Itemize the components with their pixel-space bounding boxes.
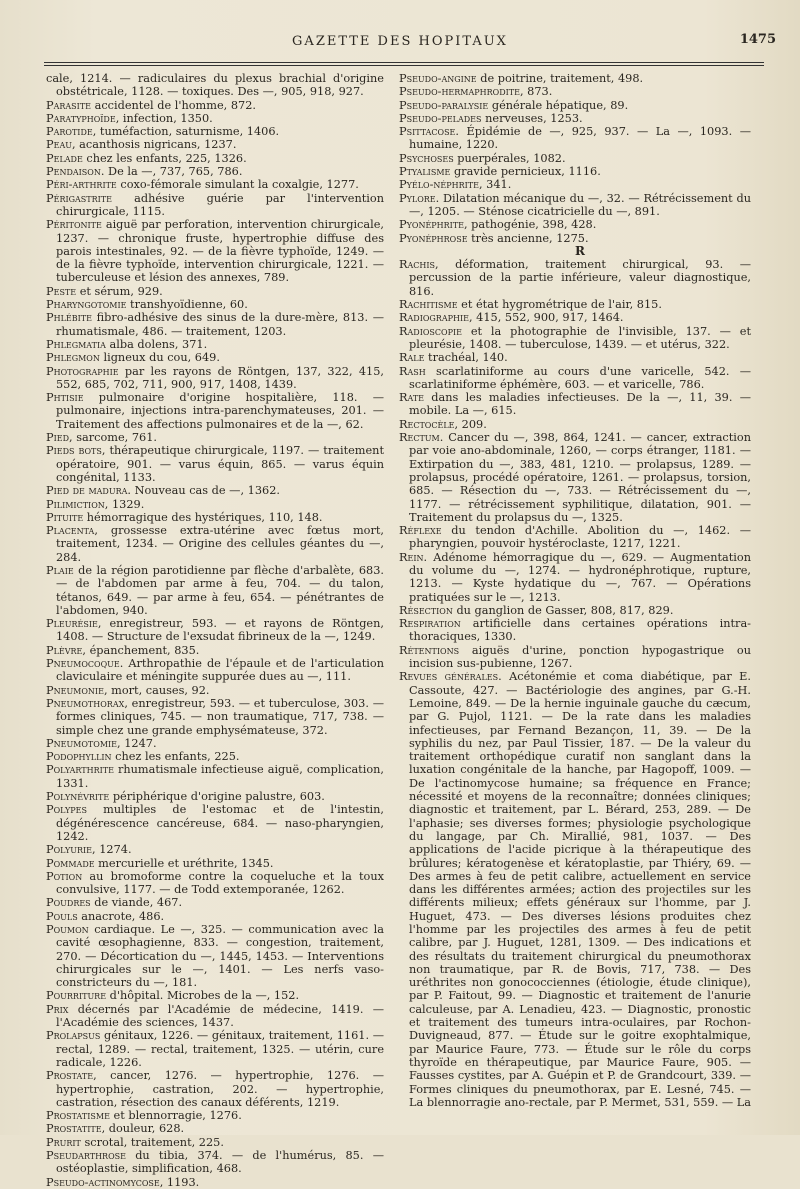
entry-text: , 209. — [454, 417, 487, 431]
index-entry — [46, 1029, 384, 1069]
entry-text: ligneux du cou, 649. — [103, 351, 220, 365]
entry-heading: Rate — [399, 391, 425, 405]
index-entry — [46, 365, 384, 392]
entry-text: . Épidémie de —, 925, 937. — La —, 1093. — humaine, 1220. — [409, 125, 751, 152]
entry-text: de la région parotidienne par flèche d'arbalète, 683. — de l'abdomen par arme à feu, 704. — du talon, tétanos, 649. — par arme à feu, 654. — pénétrantes de l'abdomen, 940. — [56, 563, 384, 617]
index-entry — [46, 72, 384, 99]
entry-text: adhésive guérie par l'intervention chirurgicale, 1115. — [56, 191, 384, 218]
entry-heading: Rale — [399, 351, 425, 365]
entry-text: multiples de l'estomac et de l'intestin, dégénérescence cancéreuse, 684. — naso-pharyngien, 1242. — [56, 803, 384, 843]
index-entry — [399, 644, 751, 671]
index-entry — [46, 923, 384, 989]
entry-heading: Pyélo-néphrite — [399, 178, 479, 192]
entry-text: du tendon d'Achille. Abolition du —, 1462. — pharyngien, pouvoir hystéroclaste, 1217, 1221. — [409, 524, 751, 551]
entry-text: anacrote, 486. — [81, 909, 165, 923]
entry-heading: Rectocèle — [399, 417, 455, 431]
index-entry — [46, 857, 384, 870]
entry-text: chez les enfants, 225, 1326. — [86, 151, 247, 165]
index-entry — [46, 1122, 384, 1135]
entry-text: génitaux, 1226. — génitaux, traitement, 1161. — rectal, 1289. — rectal, traitement, 1325. — utérin, cure radicale, 1226. — [56, 1029, 385, 1069]
right-column — [399, 72, 751, 1109]
left-column — [46, 72, 384, 1189]
entry-text: de poitrine, traitement, 498. — [480, 72, 644, 85]
index-entry — [399, 178, 751, 191]
entry-heading: Prostatisme — [46, 1109, 110, 1123]
entry-text: décernés par l'Académie de médecine, 1419. — l'Académie des sciences, 1437. — [56, 1002, 384, 1030]
entry-heading: Pylore — [399, 191, 436, 205]
index-entry — [46, 112, 384, 125]
entry-text: dans les maladies infectieuses. De la —, 11, 39. — mobile. La —, 615. — [409, 391, 751, 418]
entry-heading: Résection — [399, 603, 453, 617]
entry-heading: Pied — [46, 431, 70, 445]
entry-text: , 1247. — [117, 736, 157, 750]
entry-text: très ancienne, 1275. — [471, 231, 589, 245]
section-letter: R — [575, 243, 585, 258]
entry-text: , 1329. — [104, 497, 145, 511]
index-entry — [46, 338, 384, 351]
entry-text: mercurielle et uréthrite, 1345. — [98, 856, 274, 870]
index-entry — [46, 511, 384, 524]
entry-text: et état hygrométrique de l'air, 815. — [461, 298, 662, 312]
entry-heading: Pleurésie — [46, 617, 98, 631]
index-entry — [46, 431, 384, 444]
index-entry — [46, 790, 384, 803]
entry-heading: Pituite — [46, 510, 84, 524]
entry-text: , tuméfaction, saturnisme, 1406. — [92, 125, 280, 139]
entry-text: périphérique d'origine palustre, 603. — [112, 790, 325, 804]
entry-heading: Phlegmatia — [46, 337, 106, 351]
entry-heading: Phlegmon — [46, 351, 100, 365]
index-entry — [46, 311, 384, 338]
header-rule — [44, 62, 764, 63]
entry-heading: Paratyphoïde — [46, 111, 116, 125]
entry-text: artificielle dans certaines opérations intra-thoraciques, 1330. — [409, 617, 751, 644]
index-entry — [46, 285, 384, 298]
entry-heading: Prolapsus — [46, 1029, 101, 1043]
right-column-p-entries — [399, 72, 751, 245]
entry-text: et la photographie de l'invisible, 137. — et pleurésie, 1408. — tuberculose, 1439. — et utérus, 322. — [409, 324, 752, 351]
index-entry — [46, 750, 384, 763]
entry-heading: Polyarthrite — [46, 763, 114, 777]
entry-text: coxo-fémorale simulant la coxalgie, 1277. — [120, 178, 359, 192]
index-entry — [399, 165, 751, 178]
index-entry — [46, 125, 384, 138]
entry-heading: Ptyalisme — [399, 165, 451, 179]
index-entry — [46, 1109, 384, 1122]
entry-heading: Pneumotomie — [46, 736, 118, 750]
entry-heading: Phlébite — [46, 311, 92, 325]
index-entry — [46, 910, 384, 923]
entry-heading: Rétentions — [399, 643, 460, 657]
entry-text: d'hôpital. Microbes de la —, 152. — [109, 989, 300, 1003]
index-entry — [46, 1069, 384, 1109]
entry-heading: Radiographie — [399, 311, 469, 325]
entry-heading: Réflexe — [399, 524, 442, 538]
index-entry — [399, 670, 751, 1109]
entry-text: , 873. — [519, 85, 553, 99]
entry-text: et blennorragie, 1276. — [113, 1109, 242, 1123]
entry-text: aiguë par perforation, intervention chirurgicale, 1237. — chronique fruste, hypertrophie diffuse des parois intestinales, 92. — de la fièvre typhoïde, 1249. — de la fièvre typhoïde, intervention chirurgicale, 1221. — tuberculeuse et lésion des annexes, 789. — [56, 218, 385, 285]
entry-heading: Pseudarthrose — [46, 1149, 126, 1163]
entry-heading: Placenta — [46, 524, 95, 538]
entry-text: du ganglion de Gasser, 808, 817, 829. — [456, 603, 674, 617]
entry-heading: Prostate — [46, 1069, 94, 1083]
entry-heading: Psittacose — [399, 125, 456, 139]
entry-heading: Psychoses — [399, 151, 454, 165]
entry-heading: Plaie — [46, 563, 74, 577]
entry-text: cale, 1214. — radiculaires du plexus brachial d'origine obstétricale, 1128. — toxiques. Des —, 905, 918, 927. — [46, 72, 384, 99]
entry-text: pulmonaire d'origine hospitalière, 118. — pulmonaire, injections intra-parenchymateuses, 201. — Traitement des affections pulmonaires et de la —, 62. — [56, 391, 385, 431]
entry-text: . Dilatation mécanique du —, 32. — Rétrécissement du —, 1205. — Sténose cicatricielle du —, 891. — [409, 191, 751, 218]
entry-heading: Rachitisme — [399, 298, 458, 312]
index-entry — [46, 657, 384, 684]
index-entry — [46, 391, 384, 431]
index-entry — [46, 351, 384, 364]
entry-text: hémorragique des hystériques, 110, 148. — [86, 510, 323, 524]
index-entry — [46, 1176, 384, 1189]
entry-text: scrotal, traitement, 225. — [84, 1135, 224, 1149]
entry-text: , infection, 1350. — [115, 111, 213, 125]
entry-heading: Rachis — [399, 258, 436, 272]
index-entry — [399, 524, 751, 551]
entry-text: , douleur, 628. — [101, 1122, 185, 1136]
entry-text: par les rayons de Röntgen, 137, 322, 415, 552, 685, 702, 711, 900, 917, 1408, 1439. — [56, 364, 385, 391]
right-column-r-entries — [399, 258, 751, 1109]
entry-text: . De la —, 737, 765, 786. — [100, 165, 243, 179]
entry-heading: Pseudo-actinomycose — [46, 1175, 160, 1189]
entry-heading: Pourriture — [46, 989, 107, 1003]
entry-text: rhumatismale infectieuse aiguë, complication, 1331. — [56, 763, 385, 790]
entry-heading: Pendaison — [46, 165, 101, 179]
entry-text: trachéal, 140. — [428, 351, 508, 365]
entry-text: , 341. — [478, 178, 512, 192]
entry-text: . Acétonémie et coma diabétique, par E. Cassoute, 427. — Bactériologie des angines, par G.-H. Lemoine, 849. — De la hernie inguinale gauche du cæcum, par G. Pujol, 1121. — De la rate dans les maladies infectieuses, par Fernand Bezançon, 11, 39. — De la syphilis du nez, par Paul Tissier, 187. — De la valeur du traitement orthopédique curatif non sanglant dans la luxation congénitale de la hanche, par Hagopoff, 1009. — De l'actinomycose humaine; sa fréquence en France; nécessité et moyens de la reconnaître; données cliniques; diagnostic et traitement, par L. Bérard, 253, 289. — De l'aphasie; ses diverses formes; physiologie psychologique du langage, par Ch. Mirallié, 981, 1037. — Des applications de l'acide picrique à la thérapeutique des brûlures; kératogenèse et kératoplastie, par Thiéry, 69. — Des armes à feu de petit calibre, actuellement en service dans les différentes armées; action des projectiles sur les différents milieux; effets généraux sur l'homme, par J. Huguet, 473. — Des diverses lésions produites chez l'homme par les projectiles des armes à feu de petit calibre, par J. Huguet, 1281, 1309. — Des indications et des résultats du traitement chirurgical du pneumothorax non traumatique, par R. de Bovis, 717, 738. — Des uréthrites non gonococciennes (étiologie, étude clinique), par P. Faitout, 99. — Diagnostic et traitement de l'anurie calculeuse, par A. Lenadieu, 423. — Diagnostic, pronostic et traitement des tumeurs intra-oculaires, par Rochon-Duvigneaud, 877. — Étude sur le goitre exophtalmique, par Maurice Faure, 773. — Étude sur le rôle du corps thyroïde en thérapeutique, par Maurice Faure, 905. — Fausses cystites, par A. Guépin et P. de Grandcourt, 339. — Formes cliniques du pneumothorax, par E. Lesné, 745. — La blennorragie ano-rectale, par P. Mermet, 531, 559. — La — [409, 670, 752, 1109]
entry-heading: Poudres — [46, 896, 91, 910]
index-entry — [46, 498, 384, 511]
index-entry — [399, 232, 751, 245]
index-entry — [46, 737, 384, 750]
entry-text: gravide pernicieux, 1116. — [453, 165, 601, 179]
entry-heading: Potion — [46, 869, 83, 883]
index-entry — [399, 431, 751, 524]
entry-heading: Podophyllin — [46, 750, 112, 764]
index-entry — [46, 1136, 384, 1149]
entry-text: , épanchement, 835. — [82, 643, 200, 657]
entry-heading: Peste — [46, 284, 77, 298]
entry-text: , sarcome, 761. — [69, 431, 157, 445]
entry-text: générale hépatique, 89. — [491, 98, 629, 112]
entry-text: , grossesse extra-utérine avec fœtus mort, traitement, 1234. — Origine des cellules géantes du —, 284. — [56, 524, 384, 564]
entry-heading: Pseudo-angine — [399, 72, 477, 85]
entry-heading: Pommade — [46, 856, 95, 870]
entry-text: , 415, 552, 900, 917, 1464. — [468, 311, 624, 325]
entry-heading: Prostatite — [46, 1122, 102, 1136]
entry-text: , acanthosis nigricans, 1237. — [71, 138, 237, 152]
index-entry — [46, 989, 384, 1002]
index-entry — [46, 870, 384, 897]
entry-text: , thérapeutique chirurgicale, 1197. — traitement opératoire, 901. — varus équin, 865. — varus équin congénital, 1133. — [56, 444, 385, 484]
index-entry — [399, 152, 751, 165]
index-entry — [46, 444, 384, 484]
entry-heading: Phtisie — [46, 391, 84, 405]
index-entry — [399, 99, 751, 112]
index-entry — [46, 524, 384, 564]
entry-heading: Rash — [399, 364, 426, 378]
index-entry — [46, 697, 384, 737]
entry-heading: Peau — [46, 138, 72, 152]
index-entry — [399, 112, 751, 125]
index-entry — [399, 551, 751, 604]
index-entry — [399, 418, 751, 431]
entry-text: accidentel de l'homme, 872. — [94, 98, 256, 112]
entry-text: cardiaque. Le —, 325. — communication avec la cavité œsophagienne, 833. — congestion, traitement, 270. — Décortication du —, 1445, 1453. — Interventions chirurgicales sur le —, 1401. — Les nerfs vaso-constricteurs du —, 181. — [56, 923, 384, 990]
entry-heading: Radioscopie — [399, 324, 462, 338]
index-entry — [399, 218, 751, 231]
entry-heading: Périgastrite — [46, 191, 112, 205]
entry-text: . Arthropathie de l'épaule et de l'articulation claviculaire et méningite suppurée dues au —, 111. — [56, 657, 384, 684]
entry-text: transhyoïdienne, 60. — [130, 298, 248, 312]
index-entry — [46, 1149, 384, 1176]
entry-heading: Photographie — [46, 364, 119, 378]
entry-heading: Péritonite — [46, 218, 102, 232]
index-entry — [399, 391, 751, 418]
index-entry — [46, 298, 384, 311]
entry-text: puerpérales, 1082. — [457, 151, 566, 165]
entry-text: de viande, 467. — [94, 896, 183, 910]
entry-text: et sérum, 929. — [79, 284, 163, 298]
index-entry — [46, 138, 384, 151]
index-entry — [46, 218, 384, 284]
index-entry — [399, 325, 751, 352]
entry-text: fibro-adhésive des sinus de la dure-mère, 813. — rhumatismale, 486. — traitement, 1203. — [56, 311, 384, 338]
index-entry — [46, 684, 384, 697]
index-entry — [399, 365, 751, 392]
entry-heading: Polyurie — [46, 843, 93, 857]
entry-text: alba dolens, 371. — [109, 337, 208, 351]
entry-heading: Rein — [399, 550, 424, 564]
entry-heading: Pilimiction — [46, 497, 105, 511]
entry-heading: Pyonéphrose — [399, 231, 468, 245]
entry-heading: Pharyngotomie — [46, 298, 127, 312]
index-entry — [46, 843, 384, 856]
entry-heading: Pouls — [46, 909, 78, 923]
index-entry — [399, 125, 751, 152]
entry-heading: Pseudo-hermaphrodite — [399, 85, 520, 99]
entry-text: , déformation, traitement chirurgical, 93. — percussion de la partie inférieure, valeur diagnostique, 816. — [409, 258, 751, 298]
entry-text: , cancer, 1276. — hypertrophie, 1276. — hypertrophie, castration, 202. — hypertrophie, castration, résection des canaux déférents, 1219. — [56, 1069, 384, 1109]
entry-text: . Cancer du —, 398, 864, 1241. — cancer, extraction par voie ano-abdominale, 1260, — corps étranger, 1181. — Extirpation du —, 383, 481, 1210. — prolapsus, 1289. — prolapsus, procédé opératoire, 1261. — prolapsus, torsion, 685. — Résection du —, 733. — Rétrécissement du —, 1177. — rétrécissement syphilitique, dilatation, 901. — Traitement du prolapsus du —, 1325. — [409, 431, 751, 524]
entry-text: nerveuses, 1253. — [485, 111, 583, 125]
entry-text: , enregistreur, 593. — et tuberculose, 303. — formes cliniques, 745. — non traumatique, 717, 738. — simple chez une grande emphysémateuse, 372. — [56, 696, 384, 737]
header-rule-thin — [44, 65, 764, 66]
entry-heading: Rectum — [399, 431, 440, 445]
index-entry — [46, 564, 384, 617]
index-entry — [46, 165, 384, 178]
entry-text: aiguës d'urine, ponction hypogastrique ou incision sus-pubienne, 1267. — [409, 643, 751, 671]
entry-text: , 1274. — [92, 843, 132, 857]
entry-heading: Revues générales — [399, 670, 499, 684]
index-entry — [399, 311, 751, 324]
entry-text: scarlatiniforme au cours d'une varicelle, 542. — scarlatiniforme éphémère, 603. — et varicelle, 786. — [409, 364, 751, 391]
index-entry — [399, 604, 751, 617]
entry-heading: Parasite — [46, 98, 91, 112]
entry-heading: Respiration — [399, 617, 461, 631]
index-entry — [46, 484, 384, 497]
entry-heading: Prix — [46, 1002, 69, 1016]
page-number: 1475 — [739, 32, 776, 47]
index-entry — [399, 258, 751, 298]
entry-text: . Adénome hémorragique du —, 629. — Augmentation du volume du —, 1274. — hydronéphrotique, rupture, 1213. — Kyste hydatique du —, 767. — Opérations pratiquées sur le —, 1213. — [409, 550, 751, 604]
index-entry — [46, 178, 384, 191]
entry-heading: Polypes — [46, 803, 87, 817]
entry-heading: Poumon — [46, 923, 89, 936]
entry-text: , mort, causes, 92. — [103, 683, 210, 697]
entry-heading: Pseudo-pelades — [399, 111, 482, 125]
index-entry — [399, 85, 751, 98]
index-entry — [46, 192, 384, 219]
entry-heading: Péri-arthrite — [46, 178, 117, 192]
entry-text: , enregistreur, 593. — et rayons de Röntgen, 1408. — Structure de l'exsudat fibrineux de la —, 1249. — [56, 617, 384, 644]
entry-text: au bromoforme contre la coqueluche et la toux convulsive, 1177. — de Todd extemporanée, 1262. — [56, 869, 384, 897]
entry-heading: Pneumonie — [46, 683, 104, 697]
entry-heading: Pneumocoque — [46, 657, 120, 671]
entry-heading: Pyonéphrite — [399, 218, 464, 232]
entry-heading: Pseudo-paralysie — [399, 98, 489, 112]
entry-heading: Pneumothorax — [46, 696, 125, 710]
index-entry — [399, 351, 751, 364]
index-entry — [399, 617, 751, 644]
entry-heading: Prurit — [46, 1135, 81, 1149]
index-entry — [46, 99, 384, 112]
page-header — [0, 30, 800, 60]
index-entry — [46, 763, 384, 790]
index-entry — [46, 896, 384, 909]
index-entry — [46, 617, 384, 644]
entry-heading: Pieds bots — [46, 444, 102, 458]
entry-text: , pathogénie, 398, 428. — [464, 218, 597, 232]
entry-heading: Plèvre — [46, 643, 83, 657]
entry-text: . Nouveau cas de —, 1362. — [127, 484, 280, 498]
entry-text: du tibia, 374. — de l'humérus, 85. — ostéoplastie, simplification, 468. — [56, 1149, 384, 1176]
index-entry — [46, 1003, 384, 1030]
entry-heading: Pied de madura — [46, 484, 128, 498]
running-title: GAZETTE DES HOPITAUX — [292, 34, 508, 49]
entry-heading: Parotide — [46, 125, 93, 139]
entry-heading: Polynévrite — [46, 790, 110, 804]
index-entry — [399, 192, 751, 219]
entry-heading: Pelade — [46, 151, 83, 165]
index-entry — [399, 298, 751, 311]
index-entry — [46, 644, 384, 657]
entry-text: , 1193. — [159, 1175, 200, 1189]
index-entry — [399, 72, 751, 85]
entry-text: chez les enfants, 225. — [115, 750, 240, 764]
index-entry — [46, 152, 384, 165]
index-entry — [46, 803, 384, 843]
